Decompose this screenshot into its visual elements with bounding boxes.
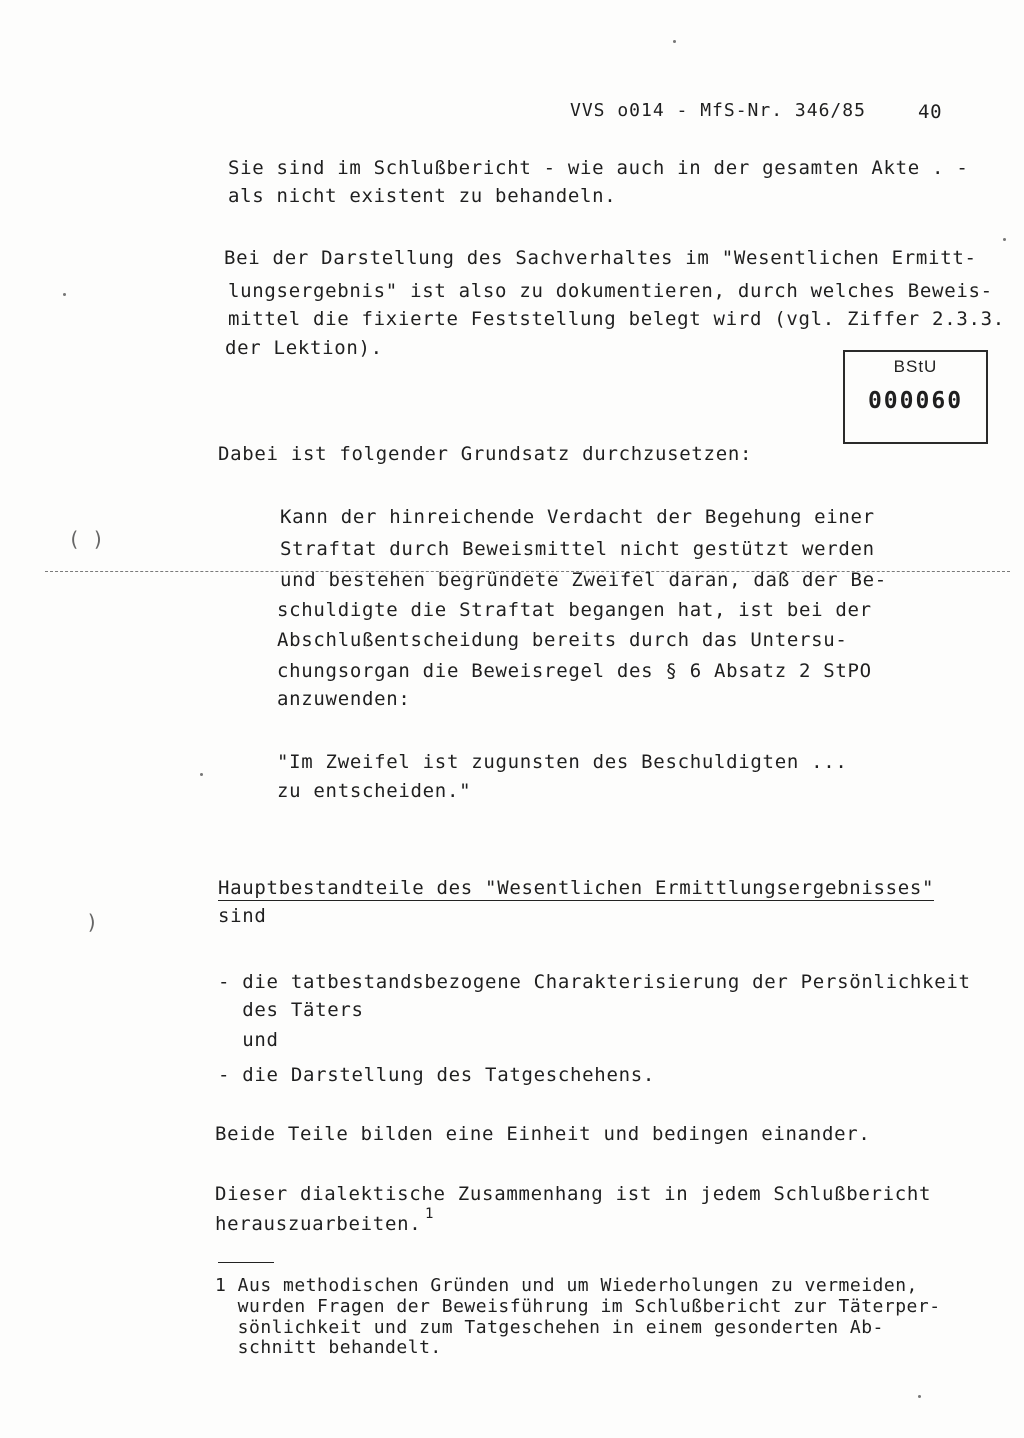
quote-line-7: anzuwenden: xyxy=(277,688,411,710)
footnote-line-3: sönlichkeit und zum Tatgeschehen in einem gesonderten Ab- xyxy=(215,1317,884,1338)
paragraph-2-line-3: mittel die fixierte Feststellung belegt wird (vgl. Ziffer 2.3.3. xyxy=(228,308,1005,330)
paragraph-1-line-2: als nicht existent zu behandeln. xyxy=(228,185,617,207)
section-heading-continuation: sind xyxy=(218,905,267,927)
footnote-line-2: wurden Fragen der Beweisführung im Schlußbericht zur Täterper- xyxy=(215,1296,941,1317)
speck xyxy=(63,293,66,296)
speck xyxy=(918,1395,921,1398)
page-number: 40 xyxy=(918,101,943,123)
quote-line-5: Abschlußentscheidung bereits durch das Untersu- xyxy=(277,629,848,651)
punch-hole-mark: ( ) xyxy=(68,527,105,551)
archive-stamp xyxy=(843,350,988,444)
quote-line-3: und bestehen begründete Zweifel daran, daß der Be- xyxy=(280,569,887,591)
list-item-1: - die tatbestandsbezogene Charakterisierung der Persönlichkeit xyxy=(218,971,971,993)
footnote-line-4: schnitt behandelt. xyxy=(215,1337,442,1358)
list-item-2: - die Darstellung des Tatgeschehens. xyxy=(218,1064,656,1086)
paragraph-1-line-1: Sie sind im Schlußbericht - wie auch in der gesamten Akte . - xyxy=(228,157,969,179)
paragraph-5-line-1: Dieser dialektische Zusammenhang ist in jedem Schlußbericht xyxy=(215,1183,932,1205)
quote-line-6: chungsorgan die Beweisregel des § 6 Absatz 2 StPO xyxy=(277,660,872,682)
paragraph-5-line-2: herauszuarbeiten. xyxy=(215,1213,422,1235)
section-heading-text: Hauptbestandteile des "Wesentlichen Ermittlungsergebnisses" xyxy=(218,877,935,899)
footnote-separator xyxy=(218,1262,274,1263)
list-item-1-continuation: des Täters xyxy=(218,999,364,1021)
paragraph-3: Dabei ist folgender Grundsatz durchzusetzen: xyxy=(218,443,753,465)
quote-line-4: schuldigte die Straftat begangen hat, ist bei der xyxy=(277,599,872,621)
section-heading xyxy=(218,877,934,899)
paragraph-4: Beide Teile bilden eine Einheit und bedingen einander. xyxy=(215,1123,871,1145)
page-fold-line xyxy=(45,571,1010,572)
paragraph-2-line-2: lungsergebnis" ist also zu dokumentieren, durch welches Beweis- xyxy=(228,280,993,302)
quote-line-2: Straftat durch Beweismittel nicht gestützt werden xyxy=(280,538,875,560)
footnote-line-1: 1 Aus methodischen Gründen und um Wiederholungen zu vermeiden, xyxy=(215,1275,918,1296)
punch-hole-mark-lower: ) xyxy=(86,910,99,934)
citation-line-1: "Im Zweifel ist zugunsten des Beschuldigten ... xyxy=(277,751,848,773)
stamp-label: BStU xyxy=(893,357,938,376)
speck xyxy=(673,40,676,43)
document-reference: VVS o014 - MfS-Nr. 346/85 xyxy=(570,100,866,121)
citation-line-2: zu entscheiden." xyxy=(277,780,472,802)
paragraph-2-line-4: der Lektion). xyxy=(225,337,383,359)
list-connector: und xyxy=(218,1029,279,1051)
paragraph-2-line-1: Bei der Darstellung des Sachverhaltes im "Wesentlichen Ermitt- xyxy=(224,247,977,269)
speck xyxy=(200,773,203,776)
quote-line-1: Kann der hinreichende Verdacht der Begehung einer xyxy=(280,506,875,528)
footnote-reference: 1 xyxy=(425,1206,434,1222)
stamp-number: 000060 xyxy=(867,388,964,414)
speck xyxy=(1003,238,1006,241)
